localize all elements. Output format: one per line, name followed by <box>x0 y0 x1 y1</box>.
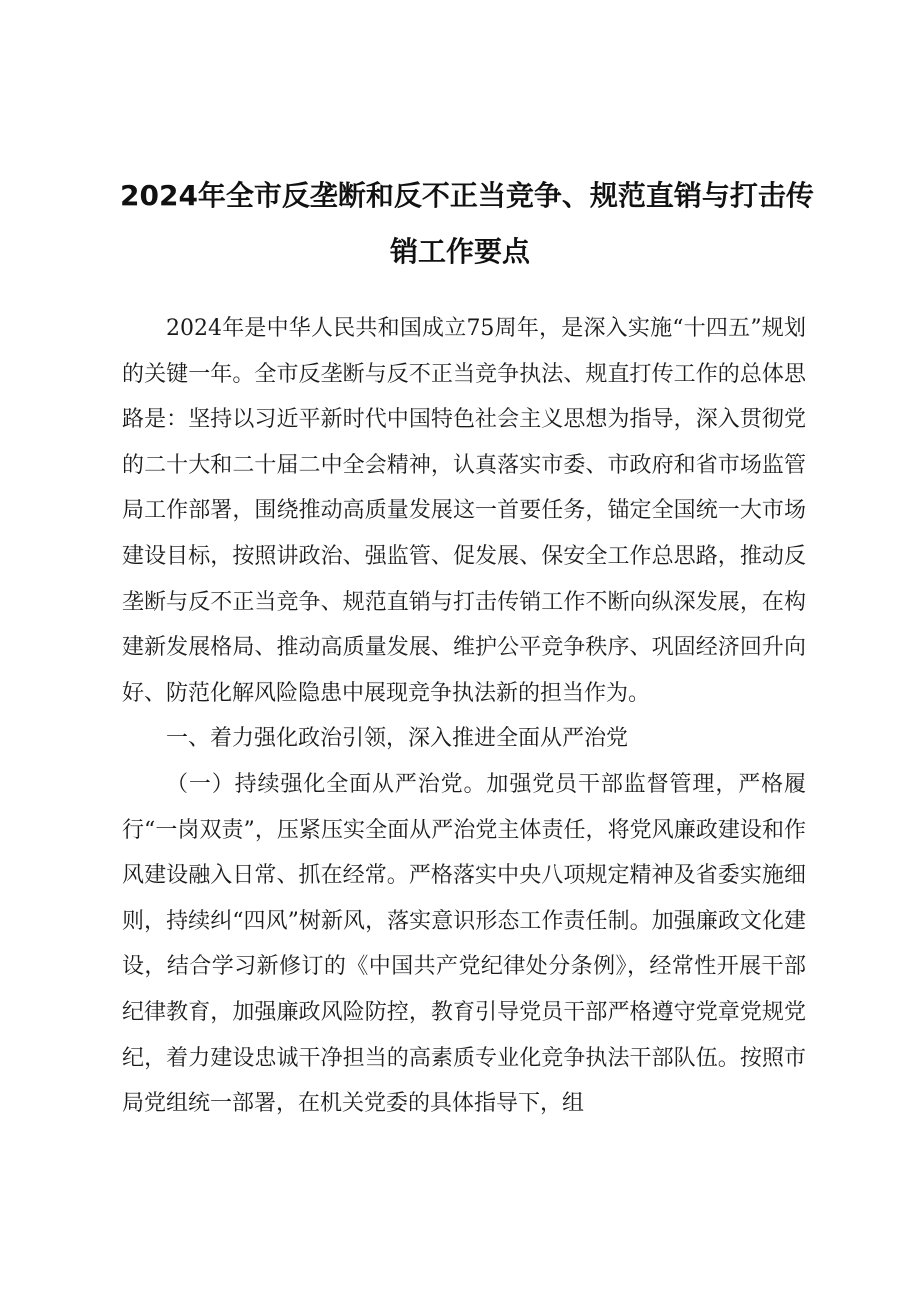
document-body <box>122 306 806 1127</box>
document-title-line-1: 2024年全市反垄断和反不正当竞争、规范直销与打击传 <box>120 179 814 212</box>
section-1-paragraph-1: （一）持续强化全面从严治党。加强党员干部监督管理，严格履行“一岗双责”，压紧压实全面从严治党主体责任，将党风廉政建设和作风建设融入日常、抓在经常。严格落实中央八项规定精神及省委实施细则，持续纠“四风”树新风，落实意识形态工作责任制。加强廉政文化建设，结合学习新修订的《中国共产党纪律处分条例》，经常性开展干部纪律教育，加强廉政风险防控，教育引导党员干部严格遵守党章党规党纪，着力建设忠诚干净担当的高素质专业化竞争执法干部队伍。按照市局党组统一部署，在机关党委的具体指导下，组 <box>122 771 806 1117</box>
section-1-heading: 一、着力强化政治引领，深入推进全面从严治党 <box>166 726 629 752</box>
document-title-line-2: 销工作要点 <box>389 235 530 268</box>
document-title <box>120 168 814 280</box>
intro-paragraph: 2024年是中华人民共和国成立75周年，是深入实施“十四五”规划的关键一年。全市反垄断与反不正当竞争执法、规直打传工作的总体思路是：坚持以习近平新时代中国特色社会主义思想为指导，深入贯彻党的二十大和二十届二中全会精神，认真落实市委、市政府和省市场监管局工作部署，围绕推动高质量发展这一首要任务，锚定全国统一大市场建设目标，按照讲政治、强监管、促发展、保安全工作总思路，推动反垄断与反不正当竞争、规范直销与打击传销工作不断向纵深发展，在构建新发展格局、推动高质量发展、维护公平竞争秩序、巩固经济回升向好、防范化解风险隐患中展现竞争执法新的担当作为。 <box>122 316 806 706</box>
